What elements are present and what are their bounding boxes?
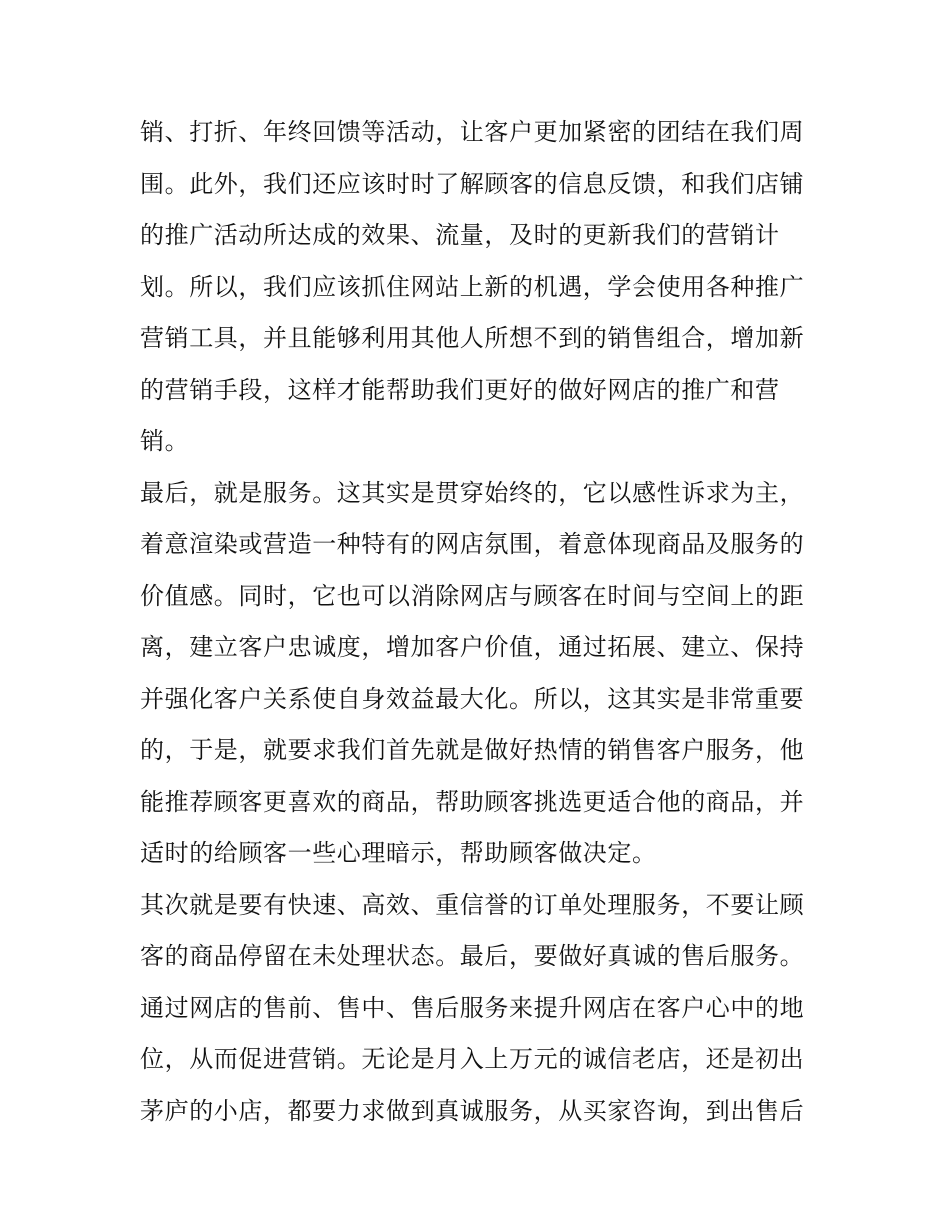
- text-line: 茅庐的小店，都要力求做到真诚服务，从买家咨询，到出售后: [140, 1096, 805, 1125]
- text-line: 营销工具，并且能够利用其他人所想不到的销售组合，增加新: [140, 324, 805, 352]
- text-line: 能推荐顾客更喜欢的商品，帮助顾客挑选更适合他的商品，并: [140, 787, 805, 816]
- text-line: 销、打折、年终回馈等活动，让客户更加紧密的团结在我们周: [140, 118, 805, 146]
- text-line: 着意渲染或营造一种特有的网店氛围，着意体现商品及服务的: [140, 530, 805, 558]
- text-line: 围。此外，我们还应该时时了解顾客的信息反馈，和我们店铺: [140, 169, 805, 198]
- text-line: 销。: [140, 427, 190, 455]
- body-text: [140, 107, 820, 1137]
- text-line: 的推广活动所达成的效果、流量，及时的更新我们的营销计: [140, 221, 780, 249]
- text-line: 划。所以，我们应该抓住网站上新的机遇，学会使用各种推广: [140, 272, 805, 301]
- text-line: 离，建立客户忠诚度，增加客户价值，通过拓展、建立、保持: [140, 633, 805, 661]
- text-line: 的营销手段，这样才能帮助我们更好的做好网店的推广和营: [140, 375, 780, 404]
- text-line: 的，于是，就要求我们首先就是做好热情的销售客户服务，他: [140, 736, 805, 764]
- text-line: 适时的给顾客一些心理暗示，帮助顾客做决定。: [140, 839, 657, 867]
- text-line: 其次就是要有快速、高效、重信誉的订单处理服务，不要让顾: [140, 890, 805, 919]
- text-line: 通过网店的售前、售中、售后服务来提升网店在客户心中的地: [140, 993, 805, 1022]
- text-line: 价值感。同时，它也可以消除网店与顾客在时间与空间上的距: [140, 581, 805, 610]
- text-line: 并强化客户关系使自身效益最大化。所以，这其实是非常重要: [140, 684, 805, 713]
- text-line: 最后，就是服务。这其实是贯穿始终的，它以感性诉求为主，: [140, 478, 805, 507]
- text-line: 位，从而促进营销。无论是月入上万元的诚信老店，还是初出: [140, 1045, 805, 1073]
- text-line: 客的商品停留在未处理状态。最后，要做好真诚的售后服务。: [140, 942, 805, 970]
